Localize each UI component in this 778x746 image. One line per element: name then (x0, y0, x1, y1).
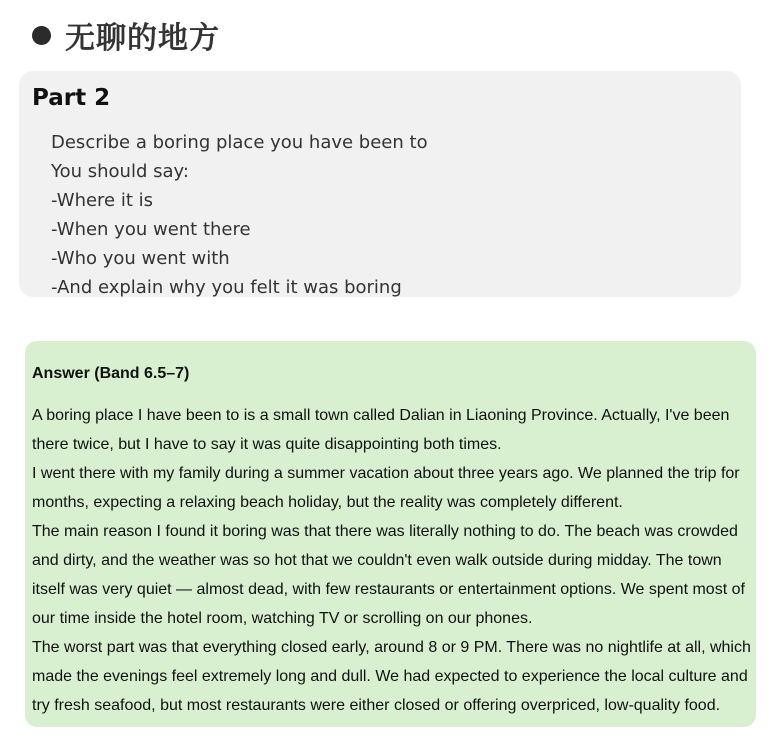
cue-card-prompt (51, 128, 428, 302)
part2-card (19, 71, 741, 297)
bullet-dot-icon (32, 26, 51, 45)
prompt-line: -Where it is (51, 190, 154, 211)
answer-paragraph: A boring place I have been to is a small town called Dalian in Liaoning Province. Actually, I've been there twice, but I have to say it was quite disappointing both times. (32, 407, 730, 453)
answer-title: Answer (Band 6.5–7) (32, 365, 190, 382)
prompt-line: -When you went there (51, 219, 251, 240)
section-title: 无聊的地方 (65, 21, 220, 56)
prompt-line: -And explain why you felt it was boring (51, 277, 402, 298)
section-heading (32, 12, 220, 58)
answer-paragraph: The worst part was that everything closed early, around 8 or 9 PM. There was no nightlife at all, which made the evenings feel extremely long and dull. We had expected to experience the local culture and try fresh seafood, but most restaurants were either closed or offering overpriced, low-quality food. (32, 639, 751, 714)
prompt-line: You should say: (51, 161, 189, 182)
prompt-line: Describe a boring place you have been to (51, 132, 428, 153)
answer-card (25, 341, 756, 727)
answer-paragraph: The main reason I found it boring was that there was literally nothing to do. The beach was crowded and dirty, and the weather was so hot that we couldn't even walk outside during midday. The town itself was very quiet — almost dead, with few restaurants or entertainment options. We spent most of our time inside the hotel room, watching TV or scrolling on our phones. (32, 523, 745, 627)
answer-paragraph: I went there with my family during a summer vacation about three years ago. We planned the trip for months, expecting a relaxing beach holiday, but the reality was completely different. (32, 465, 740, 511)
part2-title: Part 2 (32, 85, 111, 111)
prompt-line: -Who you went with (51, 248, 230, 269)
answer-body (32, 401, 756, 720)
